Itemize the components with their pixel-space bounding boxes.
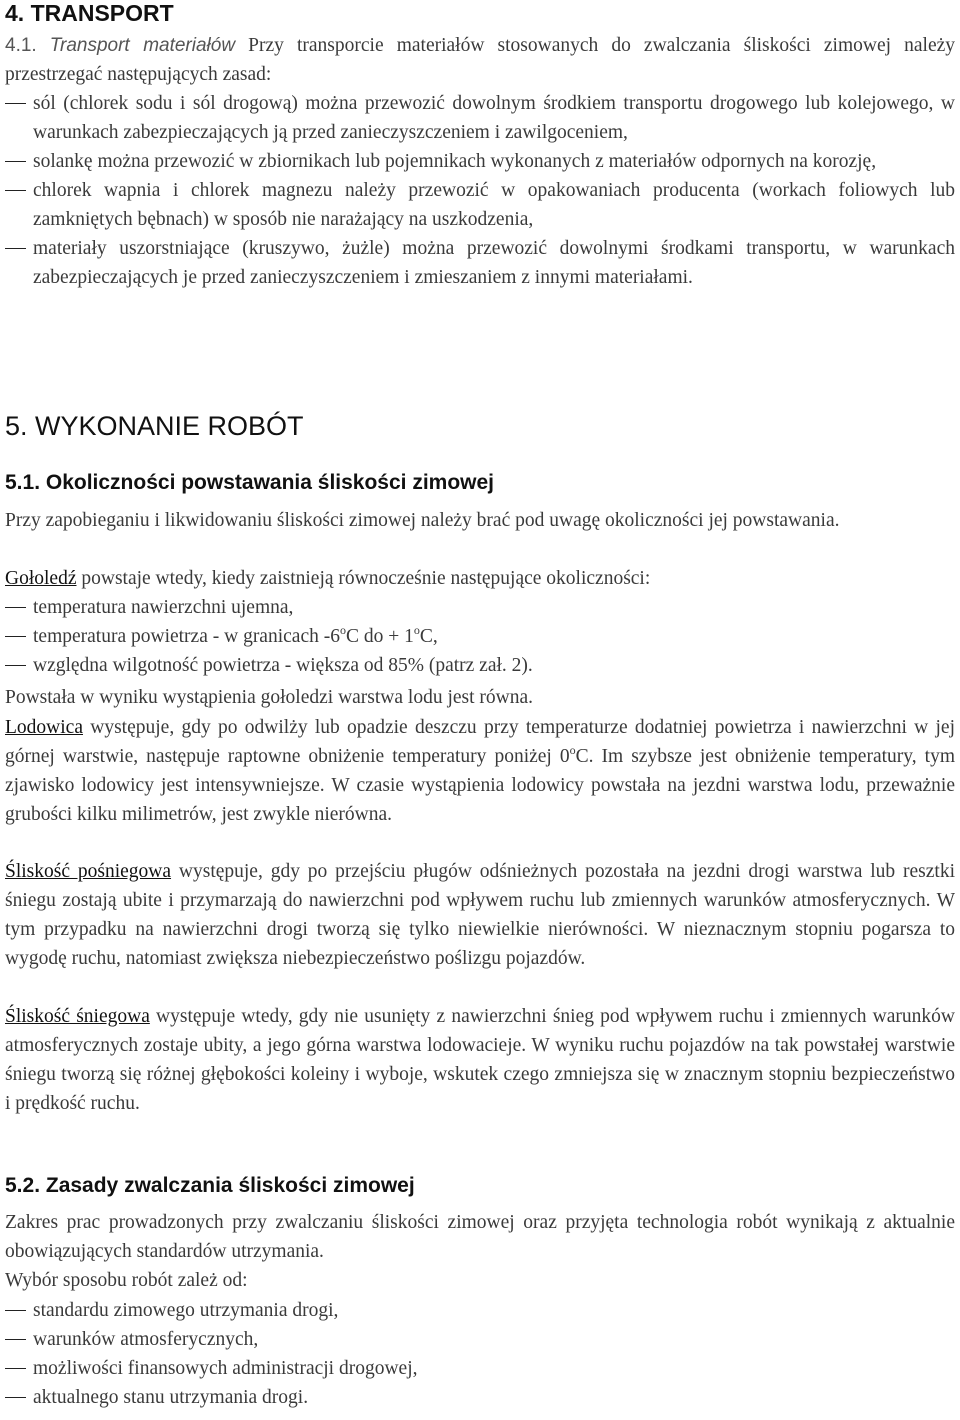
list-item-text: solankę można przewozić w zbiornikach lub pojemnikach wykonanych z materiałów odpornych na korozję, — [33, 151, 877, 172]
lodowica-term: Lodowica — [5, 717, 83, 738]
list-item-text: względna wilgotność powietrza - większa od 85% (patrz zał. 2). — [33, 655, 533, 676]
sniegowa-term: Śliskość śniegowa — [5, 1006, 150, 1027]
list-item — [5, 147, 955, 176]
section-5-heading: 5. WYKONANIE ROBÓT — [5, 411, 304, 441]
gololedz-summary: Powstała w wyniku wystąpienia gołoledzi warstwa lodu jest równa. — [5, 687, 534, 708]
dash-bullet-icon — [5, 1339, 26, 1340]
dash-bullet-icon — [5, 665, 26, 666]
posniegowa-term: Śliskość pośniegowa — [5, 861, 172, 882]
dash-bullet-icon — [5, 190, 26, 191]
section-4-1-paragraph — [5, 31, 955, 89]
section-5-2-heading: 5.2. Zasady zwalczania śliskości zimowej — [5, 1174, 415, 1197]
dash-bullet-icon — [5, 1397, 26, 1398]
list-item — [5, 1325, 955, 1354]
section-4-heading: 4. TRANSPORT — [5, 0, 174, 26]
gololedz-text: powstaje wtedy, kiedy zaistnieją równocześnie następujące okoliczności: — [76, 568, 651, 589]
list-item — [5, 651, 955, 680]
list-item-text: temperatura nawierzchni ujemna, — [33, 597, 294, 618]
transport-rules-list — [5, 89, 955, 292]
subsection-4-1-intro: Przy transporcie materiałów stosowanych do zwalczania śliskości zimowej należy przestrzegać następujących zasad: — [5, 35, 956, 85]
lodowica-paragraph — [5, 713, 955, 829]
list-item-text: materiały uszorstniające (kruszywo, żużle) można przewozić dowolnymi środkami transportu, w warunkach zabezpieczających je przed zanieczyszczeniem i zmieszaniem z innymi materiałami. — [33, 238, 955, 288]
list-item — [5, 234, 955, 292]
section-5-1-heading: 5.1. Okoliczności powstawania śliskości zimowej — [5, 471, 495, 494]
list-item-text: aktualnego stanu utrzymania drogi. — [33, 1387, 309, 1408]
dash-bullet-icon — [5, 1310, 26, 1311]
list-item-text: standardu zimowego utrzymania drogi, — [33, 1300, 339, 1321]
lodowica-text: występuje, gdy po odwilży lub opadzie deszczu przy temperaturze dodatniej powietrza i nawierzchni w jej górnej warstwie, następuje raptowne obniżenie temperatury poniżej 0 — [5, 717, 955, 767]
list-item — [5, 593, 955, 622]
dash-bullet-icon — [5, 607, 26, 608]
dash-bullet-icon — [5, 636, 26, 637]
posniegowa-paragraph — [5, 857, 955, 973]
gololedz-term: Gołoledź — [5, 568, 77, 589]
sniegowa-text: występuje wtedy, gdy nie usunięty z nawierzchni śnieg pod wpływem ruchu i zmiennych warunków atmosferycznych zostaje ubity, a jego górna warstwa lodowacieje. W wyniku ruchu pojazdów na tak powstałej warstwie śniegu tworzą się różnej głębokości koleiny i wyboje, wskutek czego zmniejsza się w znacznym stopniu bezpieczeństwo i prędkość ruchu. — [5, 1006, 955, 1114]
lodowica-text-continued: C. Im szybsze jest obniżenie temperatury, tym zjawisko lodowicy jest intensywniejsze. W czasie wystąpienia lodowicy powstała na jezdni warstwa lodu, przeważnie grubości kilku milimetrów, jest zwykle nierówna. — [5, 746, 955, 825]
work-method-factors-list — [5, 1296, 955, 1412]
section-5-2-intro: Zakres prac prowadzonych przy zwalczaniu śliskości zimowej oraz przyjęta technologia robót wynikają z aktualnie obowiązujących standardów utrzymania. — [5, 1212, 955, 1262]
gololedz-conditions-list — [5, 593, 955, 680]
subsection-4-1-number: 4.1. — [5, 35, 37, 56]
list-item — [5, 89, 955, 147]
list-item-text: warunków atmosferycznych, — [33, 1329, 259, 1350]
posniegowa-text: występuje, gdy po przejściu pługów odśnieżnych pozostała na jezdni drogi warstwa lub resztki śniegu zostają ubite i przymarzają do nawierzchni pod wpływem ruchu lub zmiennych warunków atmosferycznych. W tym przypadku na nawierzchni drogi tworzą się tylko niewielkie nierówności. W nieznacznym stopniu pogarsza to wygodę ruchu, natomiast zwiększa niebezpieczeństwo poślizgu pojazdów. — [5, 861, 955, 969]
dash-bullet-icon — [5, 1368, 26, 1369]
gololedz-paragraph — [5, 564, 955, 593]
list-item-text: sól (chlorek sodu i sól drogową) można przewozić dowolnym środkiem transportu drogowego lub kolejowego, w warunkach zabezpieczających ją przed zanieczyszczeniem i zawilgoceniem, — [33, 93, 955, 143]
dash-bullet-icon — [5, 161, 26, 162]
list-item-text: chlorek wapnia i chlorek magnezu należy przewozić w opakowaniach producenta (workach foliowych lub zamkniętych bębnach) w sposób nie narażający na uszkodzenia, — [33, 180, 955, 230]
degree-superscript: o — [569, 742, 576, 757]
list-item — [5, 1296, 955, 1325]
subsection-4-1-title: Transport materiałów — [49, 35, 236, 56]
dash-bullet-icon — [5, 103, 26, 104]
list-item — [5, 1383, 955, 1412]
list-item — [5, 176, 955, 234]
dash-bullet-icon — [5, 248, 26, 249]
section-5-2-lead: Wybór sposobu robót zależ od: — [5, 1270, 248, 1291]
list-item — [5, 1354, 955, 1383]
sniegowa-paragraph — [5, 1002, 955, 1118]
list-item-text: możliwości finansowych administracji drogowej, — [33, 1358, 418, 1379]
list-item-text: temperatura powietrza - w granicach -6$^o$C do + $1^oC$, — [33, 622, 438, 647]
list-item — [5, 622, 955, 651]
section-5-1-intro: Przy zapobieganiu i likwidowaniu śliskości zimowej należy brać pod uwagę okoliczności jej powstawania. — [5, 510, 840, 531]
